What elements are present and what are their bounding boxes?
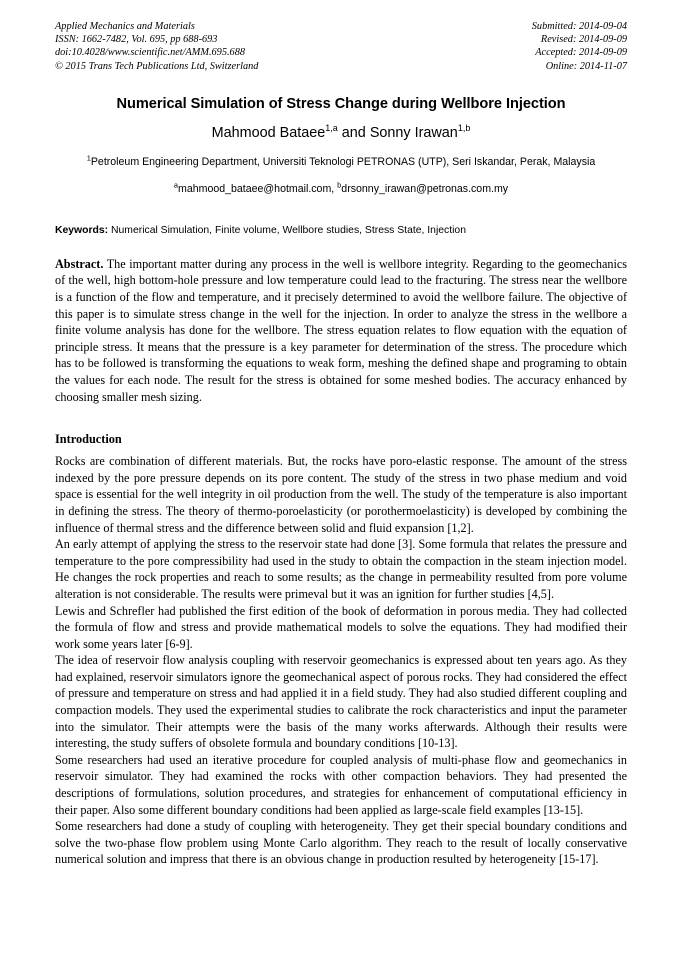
keywords-label: Keywords: <box>55 224 109 236</box>
email-sup-1: a <box>173 180 179 190</box>
page-content <box>55 20 627 868</box>
email-address-1[interactable]: mahmood_bataee@hotmail.com <box>178 183 332 196</box>
date-online: Online: 2014-11-07 <box>545 60 627 72</box>
body-paragraph: The idea of reservoir flow analysis coupling with reservoir geomechanics is expressed about ten years ago. As they had explained, reservoir simulators ignore the geomechanical aspect of porous rocks. They had considered the effect of pressure and temperature on stress and had applied it in a field study. They had also studied different coupling and compaction models. They used the experimental studies to calibrate the rock characteristics and input the parameter into the simulator. Their attempts were the basis of the many works afterwards. Although their results were interesting, the study suffers of obsolete formula and boundary conditions [10-13]. <box>55 653 627 751</box>
journal-name: Applied Mechanics and Materials <box>55 21 195 32</box>
email-separator: , <box>331 183 338 196</box>
author-sup-2: 1,b <box>457 123 471 134</box>
journal-issn-volume: ISSN: 1662-7482, Vol. 695, pp 688-693 <box>55 34 218 46</box>
journal-header-left <box>55 20 258 73</box>
section-heading-introduction: Introduction <box>55 432 122 447</box>
body-paragraph: Some researchers had used an iterative procedure for coupled analysis of multi-phase flow and geomechanics in reservoir simulator. They had examined the rocks with other compaction behaviors. They had presented the descriptions of formulations, solution procedures, and strategies for enhancement of computational efficiency in their paper. Also some different boundary conditions had been applied as large-scale field examples [13-15]. <box>55 752 627 817</box>
journal-header-right <box>532 20 627 73</box>
author-name-2: Sonny Irawan <box>369 124 458 141</box>
keywords-list: Numerical Simulation, Finite volume, Wellbore studies, Stress State, Injection <box>108 224 466 236</box>
date-revised: Revised: 2014-09-09 <box>540 34 627 46</box>
journal-copyright: © 2015 Trans Tech Publications Ltd, Switzerland <box>55 60 259 72</box>
keywords-line <box>55 224 627 238</box>
body-paragraph: Rocks are combination of different materials. But, the rocks have poro-elastic response. The amount of the stress indexed by the pore pressure depends on its pore content. The study of the stress in two phase medium and void space is essential for the well integrity in oil production from the well. The study of the temperature is also important in defining the stress. The theory of thermo-poroelasticity (or porothermoelasticity) is developed by combining the influence of thermal stress and the difference between solid and fluid expansion [1,2]. <box>55 454 627 535</box>
body-paragraph: An early attempt of applying the stress to the reservoir state had done [3]. Some formula that relates the pressure and temperature to the pore compressibility had used in the study to obtain the compaction in the steam injection model. He changes the rock properties and reach to some results; as the change in permeability resulted from pore volume alteration is not considerable. The results were primeval but it was an ignition for further studies [4,5]. <box>55 537 627 601</box>
date-accepted: Accepted: 2014-09-09 <box>535 47 627 59</box>
email-sup-2: b <box>337 180 342 190</box>
abstract-text: The important matter during any process in the well is wellbore integrity. Regarding to the geomechanics of the well, high bottom-hole pressure and low temperature could lead to the fracturing. The stress near the wellbore is a function of the flow and temperature, and it precisely determined to avoid the wellbore failure. The objective of this paper is to simulate stress change in the well for the injection. In order to analyze the stress in the wellbore a finite volume analysis has done for the wellbore. The stress equation relates to flow equation with the equation of principle stress. It means that the pressure is a key parameter for determination of the stress. The procedure which has to be followed is transforming the equations to weak form, meshing the defined shape and programing to obtain the values for each node. The result for the stress is obtained for some meshed bodies. The accuracy enhanced by choosing smaller mesh sizing. <box>55 256 627 404</box>
journal-header <box>55 20 627 73</box>
email-address-2[interactable]: drsonny_irawan@petronas.com.my <box>341 183 509 196</box>
author-list <box>55 124 627 143</box>
body-paragraph: Lewis and Schrefler had published the first edition of the book of deformation in porous media. They had collected the formula of flow and stress and provide mathematical models to solve the equations. They had modified their work some years later [6-9]. <box>55 603 627 651</box>
author-sup-1: 1,a <box>325 123 338 134</box>
page-title: Numerical Simulation of Stress Change during Wellbore Injection <box>116 95 566 112</box>
affiliation-text: Petroleum Engineering Department, Universiti Teknologi PETRONAS (UTP), Seri Iskandar, Perak, Malaysia <box>90 155 596 168</box>
author-name-1: Mahmood Bataee <box>211 124 326 141</box>
body-paragraph: Some researchers had done a study of coupling with heterogeneity. They get their special boundary conditions and solve the two-phase flow problem using Monte Carlo algorithm. They reach to the result of locally conservative numerical solution and impress that there is an obvious change in production resulted by heterogeneity [15-17]. <box>55 819 627 867</box>
abstract-paragraph <box>55 256 627 405</box>
author-conjunction: and <box>337 124 370 141</box>
affiliation <box>55 155 627 171</box>
title-block <box>55 95 627 198</box>
abstract-label: Abstract. <box>55 256 104 271</box>
date-submitted: Submitted: 2014-09-04 <box>531 21 627 32</box>
journal-doi: doi:10.4028/www.scientific.net/AMM.695.688 <box>55 47 245 59</box>
affiliation-sup: 1 <box>86 153 91 163</box>
author-emails <box>55 182 627 198</box>
